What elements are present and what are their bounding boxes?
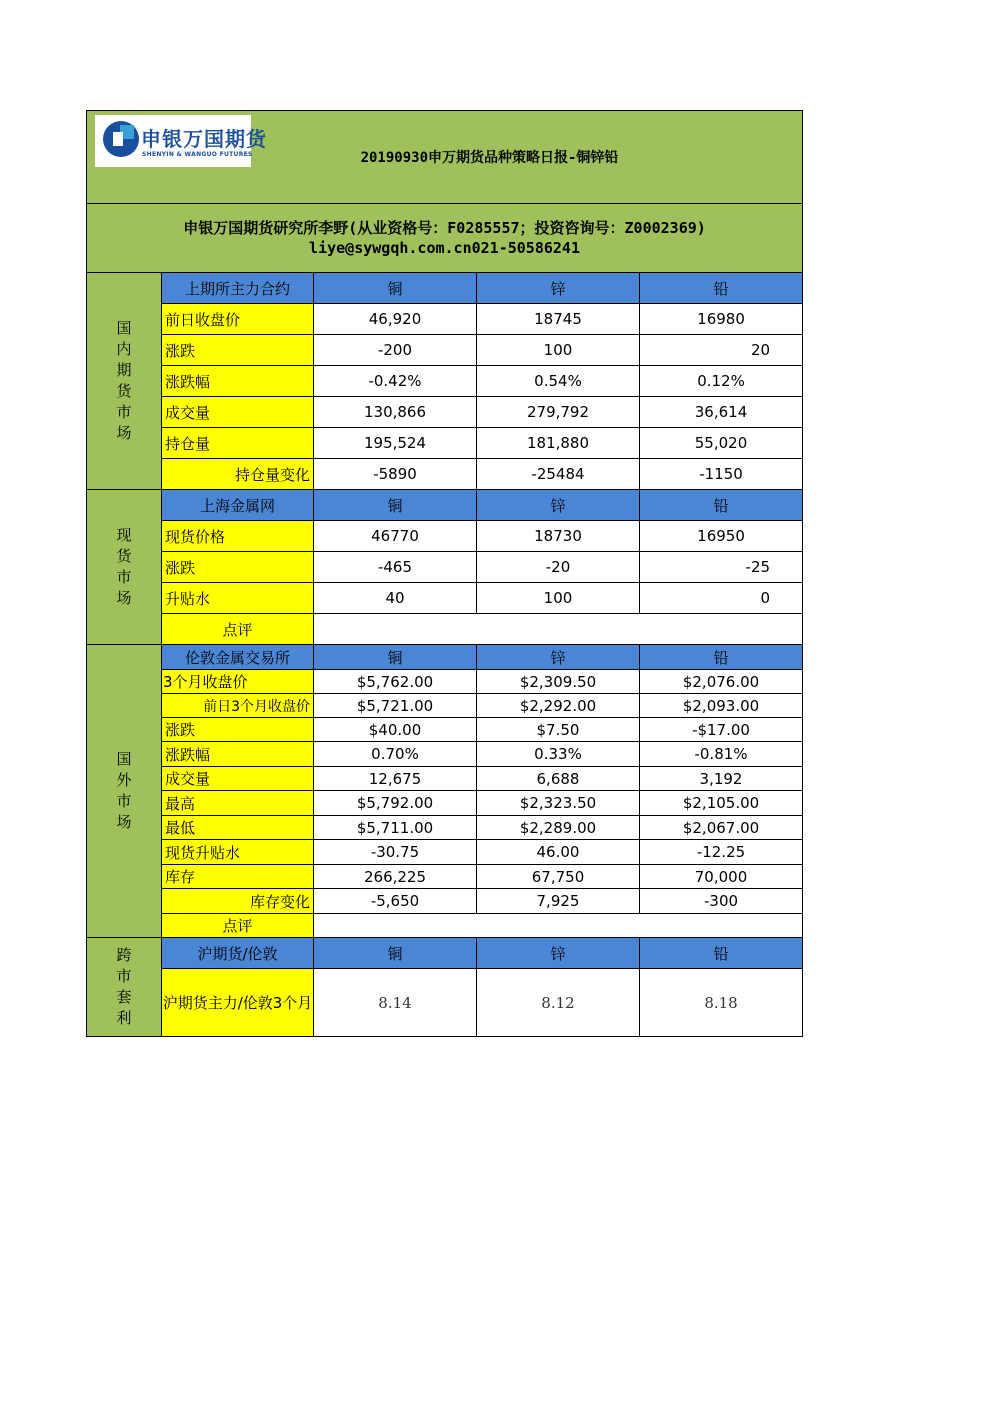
spot-comment-value: [314, 614, 803, 645]
spot-header-copper: 铜: [314, 490, 477, 521]
cell-copper: 12,675: [314, 767, 477, 791]
cell-zinc: 18745: [477, 304, 640, 335]
cell-zinc: 7,925: [477, 889, 640, 914]
cell-zinc: 100: [477, 583, 640, 614]
spot-header-zinc: 锌: [477, 490, 640, 521]
cell-lead: $2,093.00: [640, 694, 803, 718]
row-label: 现货价格: [162, 521, 314, 552]
table-row: [87, 767, 803, 791]
cell-lead: -0.81%: [640, 742, 803, 767]
table-row: [87, 459, 803, 490]
cell-lead: 20: [640, 335, 803, 366]
report-title: 20190930申万期货品种策略日报-铜锌铅: [360, 150, 619, 166]
row-label: 3个月收盘价: [162, 670, 314, 694]
cell-lead: 16980: [640, 304, 803, 335]
section-arbitrage-label: 跨市套利: [116, 946, 132, 1027]
table-row: [87, 742, 803, 767]
cell-copper: 0.70%: [314, 742, 477, 767]
domestic-header-label: 上期所主力合约: [162, 273, 314, 304]
table-row: [87, 583, 803, 614]
table-row: [87, 865, 803, 889]
cell-zinc: 6,688: [477, 767, 640, 791]
cell-copper: -5890: [314, 459, 477, 490]
cell-lead: 3,192: [640, 767, 803, 791]
logo-name-cn: 申银万国期货: [141, 127, 267, 151]
cell-zinc: 100: [477, 335, 640, 366]
row-label: 现货升贴水: [162, 840, 314, 865]
cell-lead: $2,076.00: [640, 670, 803, 694]
cell-zinc: $2,292.00: [477, 694, 640, 718]
table-row: [87, 552, 803, 583]
row-label: 持仓量: [162, 428, 314, 459]
section-spot: [87, 490, 162, 645]
cell-copper: 266,225: [314, 865, 477, 889]
row-label: 涨跌: [162, 718, 314, 742]
cell-lead: 70,000: [640, 865, 803, 889]
cell-zinc: 46.00: [477, 840, 640, 865]
table-row: [87, 428, 803, 459]
cell-lead: $2,105.00: [640, 791, 803, 816]
cell-zinc: -20: [477, 552, 640, 583]
table-row: [87, 840, 803, 865]
row-label: 涨跌: [162, 552, 314, 583]
row-label: 涨跌幅: [162, 366, 314, 397]
cell-zinc: 181,880: [477, 428, 640, 459]
cell-lead: 55,020: [640, 428, 803, 459]
row-label: 库存: [162, 865, 314, 889]
table-row: [87, 889, 803, 914]
cell-zinc: $2,323.50: [477, 791, 640, 816]
section-overseas: [87, 645, 162, 938]
table-row: [87, 969, 803, 1037]
arbitrage-header-label: 沪期货/伦敦: [162, 938, 314, 969]
company-logo: [95, 115, 267, 167]
cell-copper: -5,650: [314, 889, 477, 914]
cell-lead: $2,067.00: [640, 816, 803, 840]
cell-lead: -300: [640, 889, 803, 914]
logo-name-en: SHENYIN & WANGUO FUTURES: [142, 151, 253, 158]
section-arbitrage: [87, 938, 162, 1037]
cell-lead: 16950: [640, 521, 803, 552]
section-spot-label: 现货市场: [116, 526, 132, 607]
cell-copper: -200: [314, 335, 477, 366]
cell-lead: 36,614: [640, 397, 803, 428]
cell-zinc: 279,792: [477, 397, 640, 428]
cell-lead: -25: [640, 552, 803, 583]
cell-lead: 0.12%: [640, 366, 803, 397]
table-row: [87, 816, 803, 840]
cell-copper: $5,711.00: [314, 816, 477, 840]
table-row: [87, 614, 803, 645]
row-label: 最低: [162, 816, 314, 840]
spot-header-lead: 铅: [640, 490, 803, 521]
table-row: [87, 694, 803, 718]
arbitrage-header-zinc: 锌: [477, 938, 640, 969]
cell-zinc: 67,750: [477, 865, 640, 889]
table-row: [87, 914, 803, 938]
row-label: 前日收盘价: [162, 304, 314, 335]
cell-copper: $5,762.00: [314, 670, 477, 694]
arbitrage-header-copper: 铜: [314, 938, 477, 969]
table-row: [87, 521, 803, 552]
row-label: 成交量: [162, 397, 314, 428]
cell-lead: -12.25: [640, 840, 803, 865]
row-label: 涨跌: [162, 335, 314, 366]
table-row: [87, 335, 803, 366]
cell-zinc: $2,289.00: [477, 816, 640, 840]
overseas-header-zinc: 锌: [477, 645, 640, 670]
cell-lead: -1150: [640, 459, 803, 490]
section-domestic-label: 国内期货市场: [116, 319, 132, 442]
row-label: 前日3个月收盘价: [162, 694, 314, 718]
spot-header-label: 上海金属网: [162, 490, 314, 521]
author-info: 申银万国期货研究所李野(从业资格号：F0285557；投资咨询号：Z0002369): [183, 219, 706, 237]
section-domestic: [87, 273, 162, 490]
row-label: 最高: [162, 791, 314, 816]
row-label: 涨跌幅: [162, 742, 314, 767]
cell-zinc: 18730: [477, 521, 640, 552]
table-row: [87, 670, 803, 694]
spot-comment-label: 点评: [162, 614, 314, 645]
row-label: 成交量: [162, 767, 314, 791]
table-row: [87, 397, 803, 428]
title-cell: [87, 111, 803, 204]
cell-copper: $5,792.00: [314, 791, 477, 816]
cell-copper: $5,721.00: [314, 694, 477, 718]
strategy-table: [86, 110, 803, 1037]
cell-copper: -465: [314, 552, 477, 583]
author-contact: liye@sywgqh.com.cn021-50586241: [309, 239, 580, 257]
overseas-comment-label: 点评: [162, 914, 314, 938]
cell-lead: -$17.00: [640, 718, 803, 742]
table-row: [87, 304, 803, 335]
cell-copper: 8.14: [314, 969, 477, 1037]
cell-copper: -0.42%: [314, 366, 477, 397]
cell-copper: 46,920: [314, 304, 477, 335]
cell-copper: 40: [314, 583, 477, 614]
arbitrage-row-label: 沪期货主力/伦敦3个月: [162, 969, 314, 1037]
domestic-header-zinc: 锌: [477, 273, 640, 304]
cell-copper: -30.75: [314, 840, 477, 865]
cell-zinc: $2,309.50: [477, 670, 640, 694]
overseas-header-copper: 铜: [314, 645, 477, 670]
cell-copper: $40.00: [314, 718, 477, 742]
cell-zinc: $7.50: [477, 718, 640, 742]
table-row: [87, 791, 803, 816]
overseas-header-label: 伦敦金属交易所: [162, 645, 314, 670]
section-overseas-label: 国外市场: [116, 750, 132, 831]
row-label: 持仓量变化: [162, 459, 314, 490]
cell-zinc: 0.33%: [477, 742, 640, 767]
author-cell: [87, 204, 803, 273]
arbitrage-header-lead: 铅: [640, 938, 803, 969]
overseas-comment-value: [314, 914, 803, 938]
table-row: [87, 718, 803, 742]
cell-copper: 195,524: [314, 428, 477, 459]
cell-zinc: 0.54%: [477, 366, 640, 397]
cell-copper: 46770: [314, 521, 477, 552]
table-row: [87, 366, 803, 397]
cell-lead: 8.18: [640, 969, 803, 1037]
overseas-header-lead: 铅: [640, 645, 803, 670]
domestic-header-lead: 铅: [640, 273, 803, 304]
row-label: 库存变化: [162, 889, 314, 914]
row-label: 升贴水: [162, 583, 314, 614]
domestic-header-copper: 铜: [314, 273, 477, 304]
cell-zinc: -25484: [477, 459, 640, 490]
cell-copper: 130,866: [314, 397, 477, 428]
logo-icon: [103, 121, 139, 157]
cell-zinc: 8.12: [477, 969, 640, 1037]
cell-lead: 0: [640, 583, 803, 614]
